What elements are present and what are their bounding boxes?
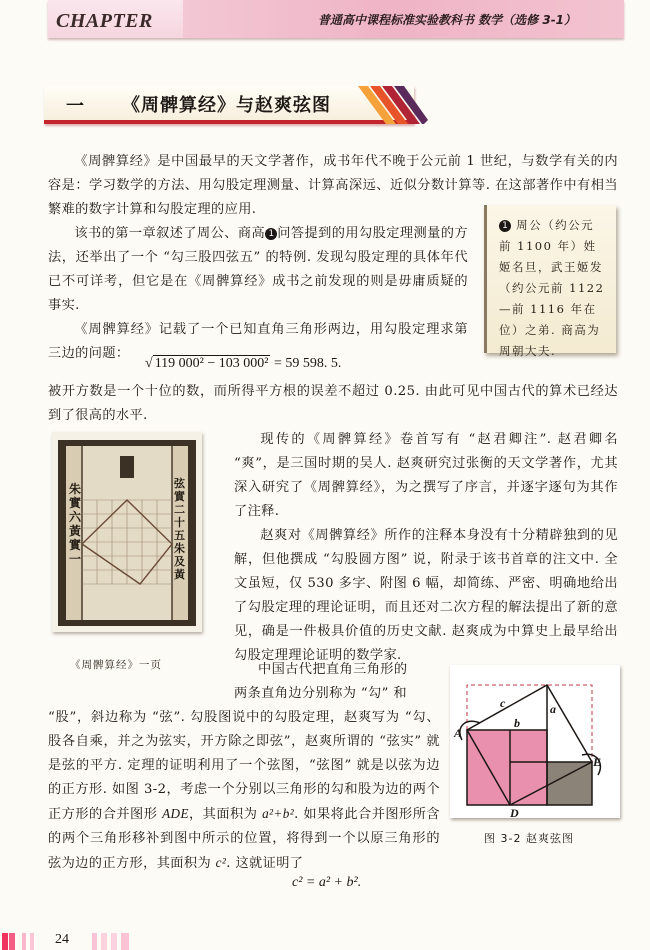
running-header [48,0,624,38]
paragraph-intro: 《周髀算经》是中国最早的天文学著作，成书年代不晚于公元前 1 世纪，与数学有关的内容是：学习数学的方法、用勾股定理测量、计算高深远、近似分数计算等. 在这部著作中有相当繁难的数字计算和勾股定理的应用. [48,154,618,217]
paragraph-chapter-one-b: 问答提到的用勾股定理测量的方法，还举出了一个 “勾三股四弦五” 的特例. 发现勾股定理的具体年代已不可详考，但它是在《周髀算经》成书之前发现的则是毋庸质疑的事实. [48,226,468,313]
chapter-label: CHAPTER [56,10,153,32]
page-number: 24 [55,932,69,947]
paragraph-gougu-line2: 两条直角边分别称为 “勾” 和 [234,686,407,701]
figure-ade-label: ADE [162,806,189,821]
footnote-box-marker: 1 [499,220,511,232]
area-c2: c² [215,855,227,870]
book-title: 普通高中课程标准实验教科书 数学（选修 3-1） [318,13,577,27]
paragraph-zhao-shuang: 现传的《周髀算经》卷首写有 “赵君卿注”. 赵君卿名 “爽”，是三国时期的吴人. 赵爽研究过张衡的天文学著作，尤其深入研究了《周髀算经》，为之撰写了序言，并逐字逐句为其作了注释. [234,432,618,519]
paragraph-annotation: 赵爽对《周髀算经》所作的注释本身没有十分精辟独到的见解，但他撰成 “勾股圆方图” 说，附录于该书首章的注文中. 全文虽短，仅 530 多字、附图 6 幅，却简练、严密、明确地给出了勾股定理的理论证明，而且还对二次方程的解法提出了新的意见，确是一件极具价值的历史文献. 赵爽成为中算史上最早给出勾股定理理论证明的数学家. [234,528,618,663]
formula-result: = 59 598. 5. [273,356,342,371]
footnote-box [484,205,616,358]
hypotenuse-diagram [450,665,620,818]
label-side-b: b [514,716,520,730]
paragraph-chapter-one [48,222,468,318]
proof-text-d: . 这就证明了 [226,856,304,871]
section-title: 《周髀算经》与赵爽弦图 [122,95,331,116]
section-banner [44,86,414,124]
paragraph-gougu-proof [48,706,440,876]
proof-text-b: ，其面积为 [188,807,263,822]
proof-text-c: . 如果将此合并图形所含的两个三角形移补到图中所示的位置，将得到一个以原三角形的弦为边的正方形，其面积为 [48,807,440,871]
label-side-a: a [550,702,556,716]
radicand: 119 000² − 103 000² [154,356,269,371]
label-d-point: D [510,806,519,818]
header-left-pane [48,0,183,38]
footer-color-bars-icon [0,931,140,950]
paragraph-precision: 被开方数是一个十位的数，而所得平方根的误差不超过 0.25. 由此可见中国古代的算术已经达到了很高的水平. [48,384,618,423]
manuscript-right-text: 弦實二十五朱及黃 [174,477,185,581]
label-e-point: E [593,755,602,769]
label-side-c: c [500,696,506,710]
sqrt-formula [145,356,341,372]
section-number: 一 [66,96,84,117]
photo-caption: 《周髀算经》一页 [70,659,162,671]
paragraph-chapter-one-a: 该书的第一章叙述了周公、商高 [74,226,266,241]
sqrt-symbol: √ 119 000² − 103 000² [145,356,269,371]
area-a2-b2: a²+b² [262,806,295,821]
footnote-text: 周公（约公元前 1100 年）姓姬名旦，武王姬发（约公元前 1122—前 1116 年在位）之弟. 商高为周朝大夫. [499,218,605,358]
pythagorean-formula: c² = a² + b². [292,875,362,890]
paragraph-problem: 《周髀算经》记载了一个已知直角三角形两边，用勾股定理求第三边的问题： [48,322,468,361]
footnote-marker: 1 [265,228,277,240]
manuscript-photo [52,432,202,632]
label-a-point: A [454,726,463,740]
paragraph-gougu-line1: 中国古代把直角三角形的 [258,662,408,677]
proof-text-a: “股”，斜边称为 “弦”. 勾股图说中的勾股定理，赵爽写为 “勾、股各自乘，并之为弦实，开方除之即弦”，赵爽所谓的 “弦实” 就是弦的平方. 定理的证明利用了一个弦图，“弦图” 就是以弦为边的正方形. 如图 3-2，考虑一个分别以三角形的勾和股为边的两个正方形的合并图形 [48,710,440,822]
banner-stripes-icon [358,86,428,124]
figure-zhao-shuang-diagram [450,665,620,818]
manuscript-left-text: 朱實六黃實一 [69,482,82,566]
figure-caption: 图 3-2 赵爽弦图 [484,832,574,845]
